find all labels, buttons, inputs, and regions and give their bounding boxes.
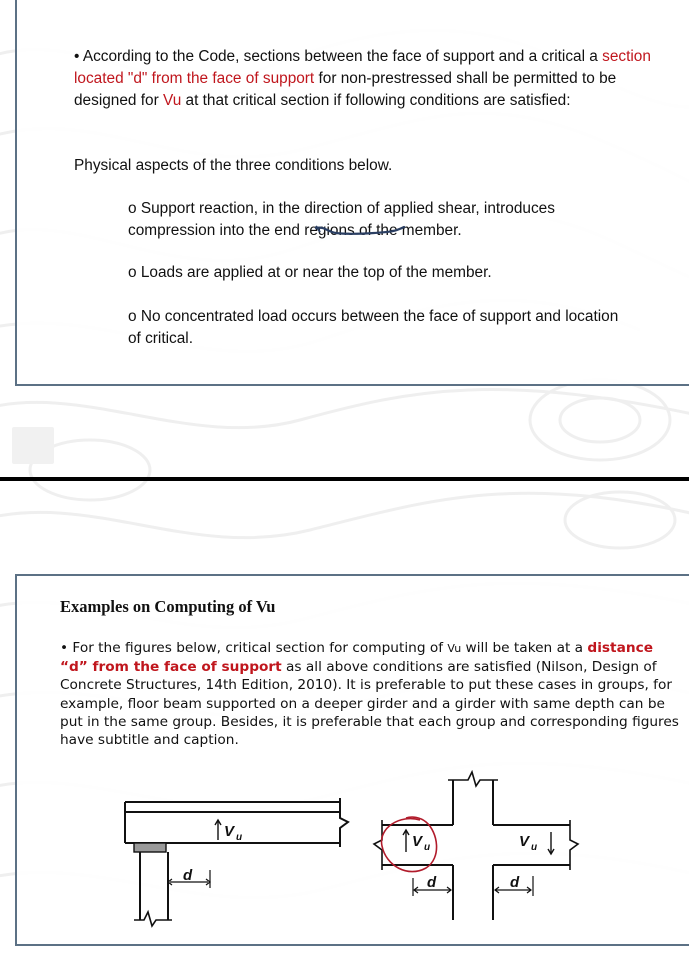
examples-text-2: will be taken at a (461, 640, 588, 656)
intro-text-2: for non-prestressed shall be permitted to be designed for (74, 70, 617, 109)
vu-sub-cross-left: u (424, 842, 431, 853)
bullet: • (74, 48, 80, 65)
condition-item-3: o No concentrated load occurs between the face of support and location of critical. (128, 308, 619, 347)
vu-label-cross-left: V (412, 833, 423, 850)
ink-strikethrough-annotation (314, 224, 406, 240)
examples-text-1: For the figures below, critical section for computing of (68, 640, 448, 656)
bullet: • (60, 640, 69, 656)
examples-title: Examples on Computing of Vu (60, 597, 276, 616)
intro-text-3: at that critical section if following conditions are satisfied: (181, 92, 571, 109)
bearing-plate (134, 843, 166, 852)
d-label-cross-right: d (510, 874, 520, 891)
vu-inline: Vu (447, 642, 462, 655)
vu-sub-cross-right: u (531, 842, 538, 853)
highlight-distance-d: distance “d” from the face of support (60, 640, 653, 676)
placeholder-box (12, 427, 54, 464)
condition-item-2: o Loads are applied at or near the top of the member. (128, 264, 492, 281)
physical-aspects-text: Physical aspects of the three conditions below. (74, 157, 393, 174)
d-label-left: d (183, 867, 193, 884)
beam-girder-cross-figure (374, 772, 578, 920)
vu-label-cross-right: V (519, 833, 530, 850)
examples-text-3: as all above conditions are satisfied (Nilson, Design of Concrete Structures, 14th Edition, 2010). It is preferable to put these cases in groups, for example, floor beam supported on a deeper girder and a girder with same depth can be put in the same group. Besides, it is preferable that each group and corresponding figures have subtitle and caption. (60, 659, 679, 749)
highlight-vu: Vu (163, 92, 182, 109)
code-intro-paragraph (74, 46, 674, 112)
highlight-section-d: section located "d" from the face of support (74, 48, 651, 87)
beam-support-figures (120, 770, 590, 930)
d-label-cross-left: d (427, 874, 437, 891)
examples-paragraph (60, 639, 680, 749)
intro-text-1: According to the Code, sections between the face of support and a critical a (82, 48, 603, 65)
beam-on-column-figure (125, 798, 348, 926)
slide-divider (0, 477, 689, 481)
vu-label-left: V (224, 823, 235, 840)
condition-item-1: o Support reaction, in the direction of applied shear, introduces compression into the end regions of the member. (128, 200, 555, 239)
vu-sub-left: u (236, 832, 243, 843)
